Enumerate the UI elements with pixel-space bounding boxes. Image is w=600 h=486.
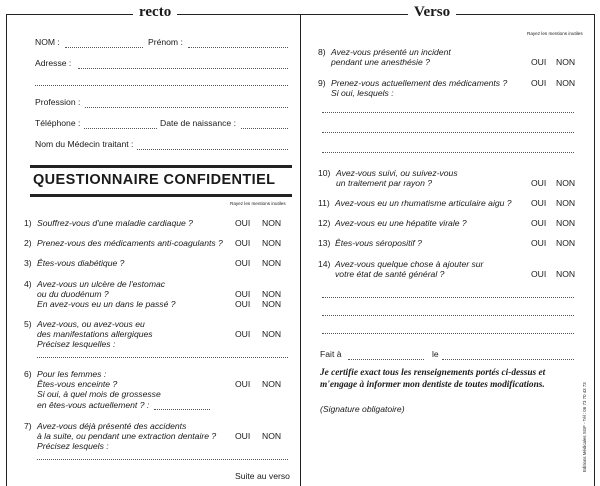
q8-non[interactable]: NON	[556, 57, 576, 67]
naissance-label: Date de naissance :	[160, 118, 236, 128]
q9-number: 9)	[318, 78, 326, 88]
adresse-label: Adresse :	[35, 58, 72, 68]
q10-line-1: Avez-vous suivi, ou suivez-vous	[336, 168, 458, 178]
q9-answer-line-3[interactable]	[322, 152, 574, 153]
q6-oui[interactable]: OUI	[235, 379, 251, 389]
telephone-label: Téléphone :	[35, 118, 81, 128]
top-border	[6, 14, 595, 15]
telephone-field[interactable]	[84, 128, 157, 129]
prenom-label: Prénom :	[148, 37, 183, 47]
q9-answer-line-2[interactable]	[322, 132, 574, 133]
q5-line-3: Précisez lesquelles :	[37, 339, 116, 349]
q1-oui[interactable]: OUI	[235, 218, 251, 228]
q7-non[interactable]: NON	[262, 431, 282, 441]
q4-line-1: Avez-vous un ulcère de l'estomac	[37, 279, 166, 289]
medecin-field[interactable]	[137, 149, 288, 150]
strike-note-recto: Rayez les mentions inutiles	[230, 201, 286, 206]
le-label: le	[432, 349, 439, 359]
q7-number: 7)	[24, 421, 32, 431]
fait-field[interactable]	[348, 359, 424, 360]
q7-line-1: Avez-vous déjà présenté des accidents	[37, 421, 187, 431]
q6-number: 6)	[24, 369, 32, 379]
questionnaire-title: QUESTIONNAIRE CONFIDENTIEL	[33, 172, 276, 188]
q9-oui[interactable]: OUI	[531, 78, 547, 88]
q7-line-3: Précisez lesquels :	[37, 441, 109, 451]
q4a-oui[interactable]: OUI	[235, 289, 251, 299]
q13-non[interactable]: NON	[556, 238, 576, 248]
medecin-label: Nom du Médecin traitant :	[35, 139, 134, 149]
q4a-non[interactable]: NON	[262, 289, 282, 299]
q5-oui[interactable]: OUI	[235, 329, 251, 339]
q2-oui[interactable]: OUI	[235, 238, 251, 248]
q7-line-2: à la suite, ou pendant une extraction dentaire ?	[37, 431, 217, 441]
q10-number: 10)	[318, 168, 331, 178]
q8-number: 8)	[318, 47, 326, 57]
title-rule-top	[30, 165, 292, 168]
q3-non[interactable]: NON	[262, 258, 282, 268]
fait-label: Fait à	[320, 349, 342, 359]
q3-text: Êtes-vous diabétique ?	[37, 258, 125, 268]
q11-oui[interactable]: OUI	[531, 198, 547, 208]
q12-non[interactable]: NON	[556, 218, 576, 228]
q1-text: Souffrez-vous d'une maladie cardiaque ?	[37, 218, 193, 228]
q11-number: 11)	[318, 198, 330, 208]
page-left-border	[6, 14, 7, 486]
q8-oui[interactable]: OUI	[531, 57, 547, 67]
signature-label: (Signature obligatoire)	[320, 404, 405, 414]
q10-line-2: un traitement par rayon ?	[336, 178, 433, 188]
q1-number: 1)	[24, 218, 32, 228]
certification-line-1: Je certifie exact tous les renseignements portés ci-dessus et	[320, 368, 546, 378]
q5-answer-field[interactable]	[37, 357, 288, 358]
q14-answer-line-3[interactable]	[322, 333, 574, 334]
strike-note-verso: Rayez les mentions inutiles	[527, 31, 583, 36]
q4-line-3: En avez-vous eu un dans le passé ?	[37, 299, 176, 309]
q11-text: Avez-vous eu un rhumatisme articulaire aigu ?	[335, 198, 512, 208]
q3-oui[interactable]: OUI	[235, 258, 251, 268]
publisher-credit: Editions Médicales SGF - Tél : 06 73 70 43 73	[582, 382, 587, 472]
q7-oui[interactable]: OUI	[235, 431, 251, 441]
adresse-field-2[interactable]	[35, 85, 288, 86]
nom-field[interactable]	[65, 47, 143, 48]
profession-field[interactable]	[85, 107, 288, 108]
q10-oui[interactable]: OUI	[531, 178, 547, 188]
q14-answer-line-2[interactable]	[322, 315, 574, 316]
q4-line-2: ou du duodénum ?	[37, 289, 109, 299]
q3-number: 3)	[24, 258, 32, 268]
q12-text: Avez-vous eu une hépatite virale ?	[335, 218, 467, 228]
q13-number: 13)	[318, 238, 331, 248]
q12-number: 12)	[318, 218, 331, 228]
q14-line-2: votre état de santé général ?	[335, 269, 445, 279]
adresse-field[interactable]	[78, 68, 288, 69]
q14-number: 14)	[318, 259, 331, 269]
q6-month-field[interactable]	[154, 409, 210, 410]
q4b-oui[interactable]: OUI	[235, 299, 251, 309]
profession-label: Profession :	[35, 97, 81, 107]
q13-oui[interactable]: OUI	[531, 238, 547, 248]
q5-number: 5)	[24, 319, 32, 329]
q6-line-1: Pour les femmes :	[37, 369, 107, 379]
q5-line-2: des manifestations allergiques	[37, 329, 153, 339]
q13-text: Êtes-vous séropositif ?	[335, 238, 422, 248]
q8-line-2: pendant une anesthésie ?	[331, 57, 430, 67]
q4b-non[interactable]: NON	[262, 299, 282, 309]
q7-answer-field[interactable]	[37, 459, 288, 460]
date-field[interactable]	[442, 359, 574, 360]
q5-non[interactable]: NON	[262, 329, 282, 339]
certification-line-2: m'engage à informer mon dentiste de toutes modifications.	[320, 380, 545, 390]
q10-non[interactable]: NON	[556, 178, 576, 188]
q14-line-1: Avez-vous quelque chose à ajouter sur	[335, 259, 484, 269]
q1-non[interactable]: NON	[262, 218, 282, 228]
q9-line-1: Prenez-vous actuellement des médicaments ?	[331, 78, 508, 88]
q14-oui[interactable]: OUI	[531, 269, 547, 279]
q6-non[interactable]: NON	[262, 379, 282, 389]
q9-non[interactable]: NON	[556, 78, 576, 88]
q12-oui[interactable]: OUI	[531, 218, 547, 228]
nom-label: NOM :	[35, 37, 60, 47]
q11-non[interactable]: NON	[556, 198, 576, 208]
q6-line-2: Êtes-vous enceinte ?	[37, 379, 118, 389]
q14-answer-line-1[interactable]	[322, 297, 574, 298]
recto-header: recto	[133, 4, 177, 21]
q2-text: Prenez-vous des médicaments anti-coagulants ?	[37, 238, 223, 248]
page-center-divider	[300, 14, 301, 486]
q6-line-4: en êtes-vous actuellement ? :	[37, 400, 150, 410]
q8-line-1: Avez-vous présenté un incident	[331, 47, 451, 57]
q2-non[interactable]: NON	[262, 238, 282, 248]
q14-non[interactable]: NON	[556, 269, 576, 279]
page-right-border	[594, 14, 595, 486]
suite-au-verso: Suite au verso	[235, 471, 290, 481]
q9-line-2: Si oui, lesquels :	[331, 88, 394, 98]
prenom-field[interactable]	[188, 47, 288, 48]
q2-number: 2)	[24, 238, 32, 248]
verso-header: Verso	[408, 4, 456, 21]
naissance-field[interactable]	[241, 128, 288, 129]
title-rule-bottom	[30, 194, 292, 197]
q9-answer-line-1[interactable]	[322, 112, 574, 113]
q4-number: 4)	[24, 279, 32, 289]
q5-line-1: Avez-vous, ou avez-vous eu	[37, 319, 145, 329]
q6-line-3: Si oui, à quel mois de grossesse	[37, 389, 161, 399]
